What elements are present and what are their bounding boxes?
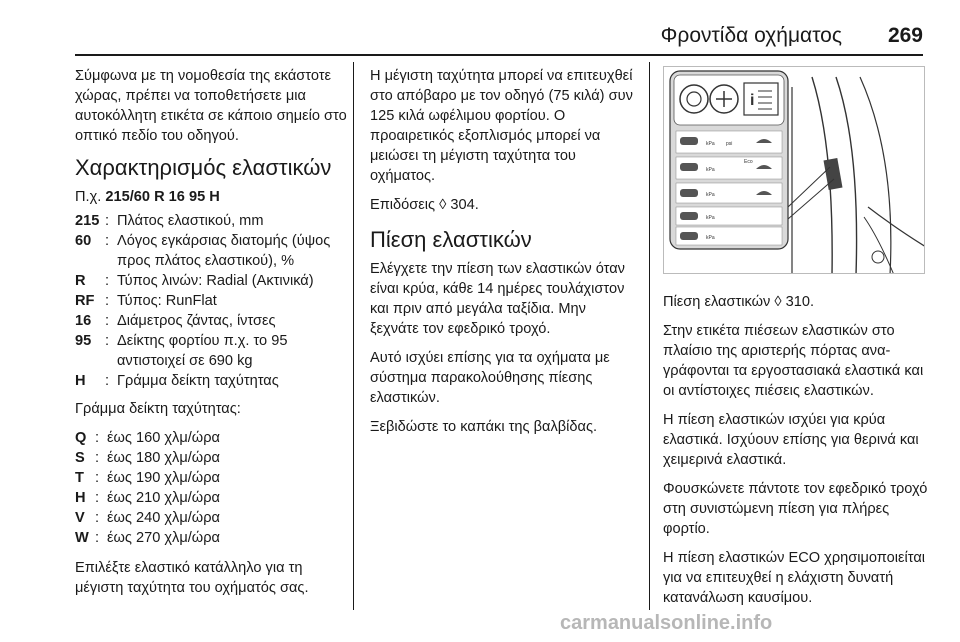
- speed-item-separator: :: [95, 470, 100, 486]
- pressure-reference: Πίεση ελαστικών ◊ 310.: [663, 294, 815, 310]
- kpa-label-1: kPa: [706, 141, 715, 147]
- eco-label: Eco: [744, 159, 753, 165]
- door-frame-drawing: [664, 67, 925, 274]
- speed-item-separator: :: [95, 510, 100, 526]
- speed-item-description: έως 270 χλμ/ώρα: [107, 530, 220, 546]
- page-header: [0, 0, 960, 52]
- speed-item-description: έως 240 χλμ/ώρα: [107, 510, 220, 526]
- speed-item-key: V: [75, 510, 85, 526]
- psi-label-1: psi: [726, 141, 733, 147]
- speed-item-separator: :: [95, 430, 100, 446]
- intro-paragraph: Σύμφωνα με τη νομοθεσία της εκάστοτε χώρας, πρέπει να τοποθετήσετε μια αυτοκόλλητη ετικέτα σε κάποιο σημείο στο οπτικό πεδίο του οδηγού.: [75, 68, 347, 144]
- max-speed-paragraph: Η μέγιστη ταχύτητα μπορεί να επιτευχθεί στο απόβαρο με τον οδηγό (75 κιλά) συν 125 κιλά ωφέλιμου φορτίου. Ο προαιρετικός εξοπλισμός μπορεί να μειώσει τη μέγιστη ταχύτητα του οχήματος.: [370, 68, 633, 184]
- code-item-description: Τύπος: RunFlat: [117, 293, 217, 309]
- speed-item-key: Q: [75, 430, 87, 446]
- example-line: [75, 187, 347, 207]
- column-3: [663, 292, 931, 617]
- monitoring-paragraph: Αυτό ισχύει επίσης για τα οχήματα με σύστημα παρακολούθησης πίεσης ελαστικών.: [370, 350, 610, 406]
- code-item-description: Τύπος λινών: Radial (Ακτινικά): [117, 273, 314, 289]
- check-pressure-paragraph: Ελέγχετε την πίεση των ελαστικών όταν είναι κρύα, κάθε 14 ημέρες τουλάχιστον και πριν από μεγάλα ταξίδια. Μην ξεχνάτε τον εφεδρικό τροχό.: [370, 261, 625, 337]
- code-item-separator: :: [105, 273, 110, 289]
- code-item-key: 16: [75, 313, 92, 329]
- code-item-separator: :: [105, 233, 110, 249]
- speed-item-key: W: [75, 530, 89, 546]
- speed-heading: Γράμμα δείκτη ταχύτητας:: [75, 401, 241, 417]
- code-item-key: H: [75, 373, 86, 389]
- speed-item-separator: :: [95, 530, 100, 546]
- kpa-label-5: kPa: [706, 235, 715, 241]
- speed-item-description: έως 190 χλμ/ώρα: [107, 470, 220, 486]
- header-rule: [75, 54, 923, 56]
- door-label-paragraph: Στην ετικέτα πιέσεων ελαστικών στο πλαίσιο της αριστερής πόρτας αναγράφονται τα εργοστασιακά ελαστικά και οι αντίστοιχες πιέσεις ελαστικών.: [663, 323, 924, 399]
- speed-item-key: S: [75, 450, 85, 466]
- column-2: [370, 66, 638, 446]
- code-item-separator: :: [105, 373, 110, 389]
- code-item-description: Διάμετρος ζάντας, ίντσες: [117, 313, 276, 329]
- speed-item-description: έως 160 χλμ/ώρα: [107, 430, 220, 446]
- column-divider-1: [353, 62, 354, 610]
- column-1: [75, 66, 347, 607]
- section-heading-tyre-designation: Χαρακτηρισμός ελαστικών: [75, 155, 332, 180]
- code-item-separator: :: [105, 333, 110, 349]
- page-number: 269: [887, 24, 923, 47]
- code-item-description: Γράμμα δείκτη ταχύτητας: [117, 373, 279, 389]
- code-item-separator: :: [105, 213, 110, 229]
- example-prefix: Π.χ.: [75, 189, 102, 205]
- section-heading-tyre-pressure: Πίεση ελαστικών: [370, 227, 532, 252]
- code-item-separator: :: [105, 313, 110, 329]
- watermark: carmanualsonline.info: [560, 612, 773, 634]
- speed-item-separator: :: [95, 490, 100, 506]
- code-item-description: Πλάτος ελαστικού, mm: [117, 213, 264, 229]
- kpa-label-3: kPa: [706, 192, 715, 198]
- code-item-description: Δείκτης φορτίου π.χ. το 95 αντιστοιχεί σε 690 kg: [117, 333, 288, 369]
- kpa-label-4: kPa: [706, 215, 715, 221]
- code-item-key: R: [75, 273, 86, 289]
- example-code: 215/60 R 16 95 H: [105, 189, 220, 205]
- tyre-pressure-label-illustration: [663, 66, 925, 274]
- code-item-separator: :: [105, 293, 110, 309]
- code-item-description: Λόγος εγκάρσιας διατομής (ύψος προς πλάτος ελαστικού), %: [117, 233, 331, 269]
- code-definition-list: [75, 211, 347, 391]
- column-divider-2: [649, 62, 650, 610]
- speed-item-key: T: [75, 470, 84, 486]
- code-item-key: 95: [75, 333, 92, 349]
- speed-item-key: H: [75, 490, 86, 506]
- spare-wheel-paragraph: Φουσκώνετε πάντοτε τον εφεδρικό τροχό στη συνιστώμενη πίεση για πλήρες φορτίο.: [663, 481, 928, 537]
- speed-definition-list: [75, 428, 347, 548]
- speed-item-description: έως 210 χλμ/ώρα: [107, 490, 220, 506]
- speed-item-description: έως 180 χλμ/ώρα: [107, 450, 220, 466]
- code-item-key: 215: [75, 213, 100, 229]
- svg-text:i: i: [750, 92, 755, 109]
- valve-cap-paragraph: Ξεβιδώστε το καπάκι της βαλβίδας.: [370, 419, 598, 435]
- performance-reference: Επιδόσεις ◊ 304.: [370, 197, 479, 213]
- speed-item-separator: :: [95, 450, 100, 466]
- code-item-key: RF: [75, 293, 95, 309]
- pressure-rows: [676, 131, 782, 245]
- eco-pressure-paragraph: Η πίεση ελαστικών ECO χρησιμοποιείται για να επιτευχθεί η ελάχιστη δυνατή κατανάλωση καυσίμου.: [663, 550, 926, 606]
- door-pillar: [788, 77, 925, 274]
- code-item-key: 60: [75, 233, 92, 249]
- page-title: Φροντίδα οχήματος: [660, 24, 842, 47]
- closing-paragraph: Επιλέξτε ελαστικό κατάλληλο για τη μέγιστη ταχύτητα του οχήματός σας.: [75, 560, 309, 596]
- cold-tyres-paragraph: Η πίεση ελαστικών ισχύει για κρύα ελαστικά. Ισχύουν επίσης για θερινά και χειμερινά ελαστικά.: [663, 412, 919, 468]
- kpa-label-2: kPa: [706, 167, 715, 173]
